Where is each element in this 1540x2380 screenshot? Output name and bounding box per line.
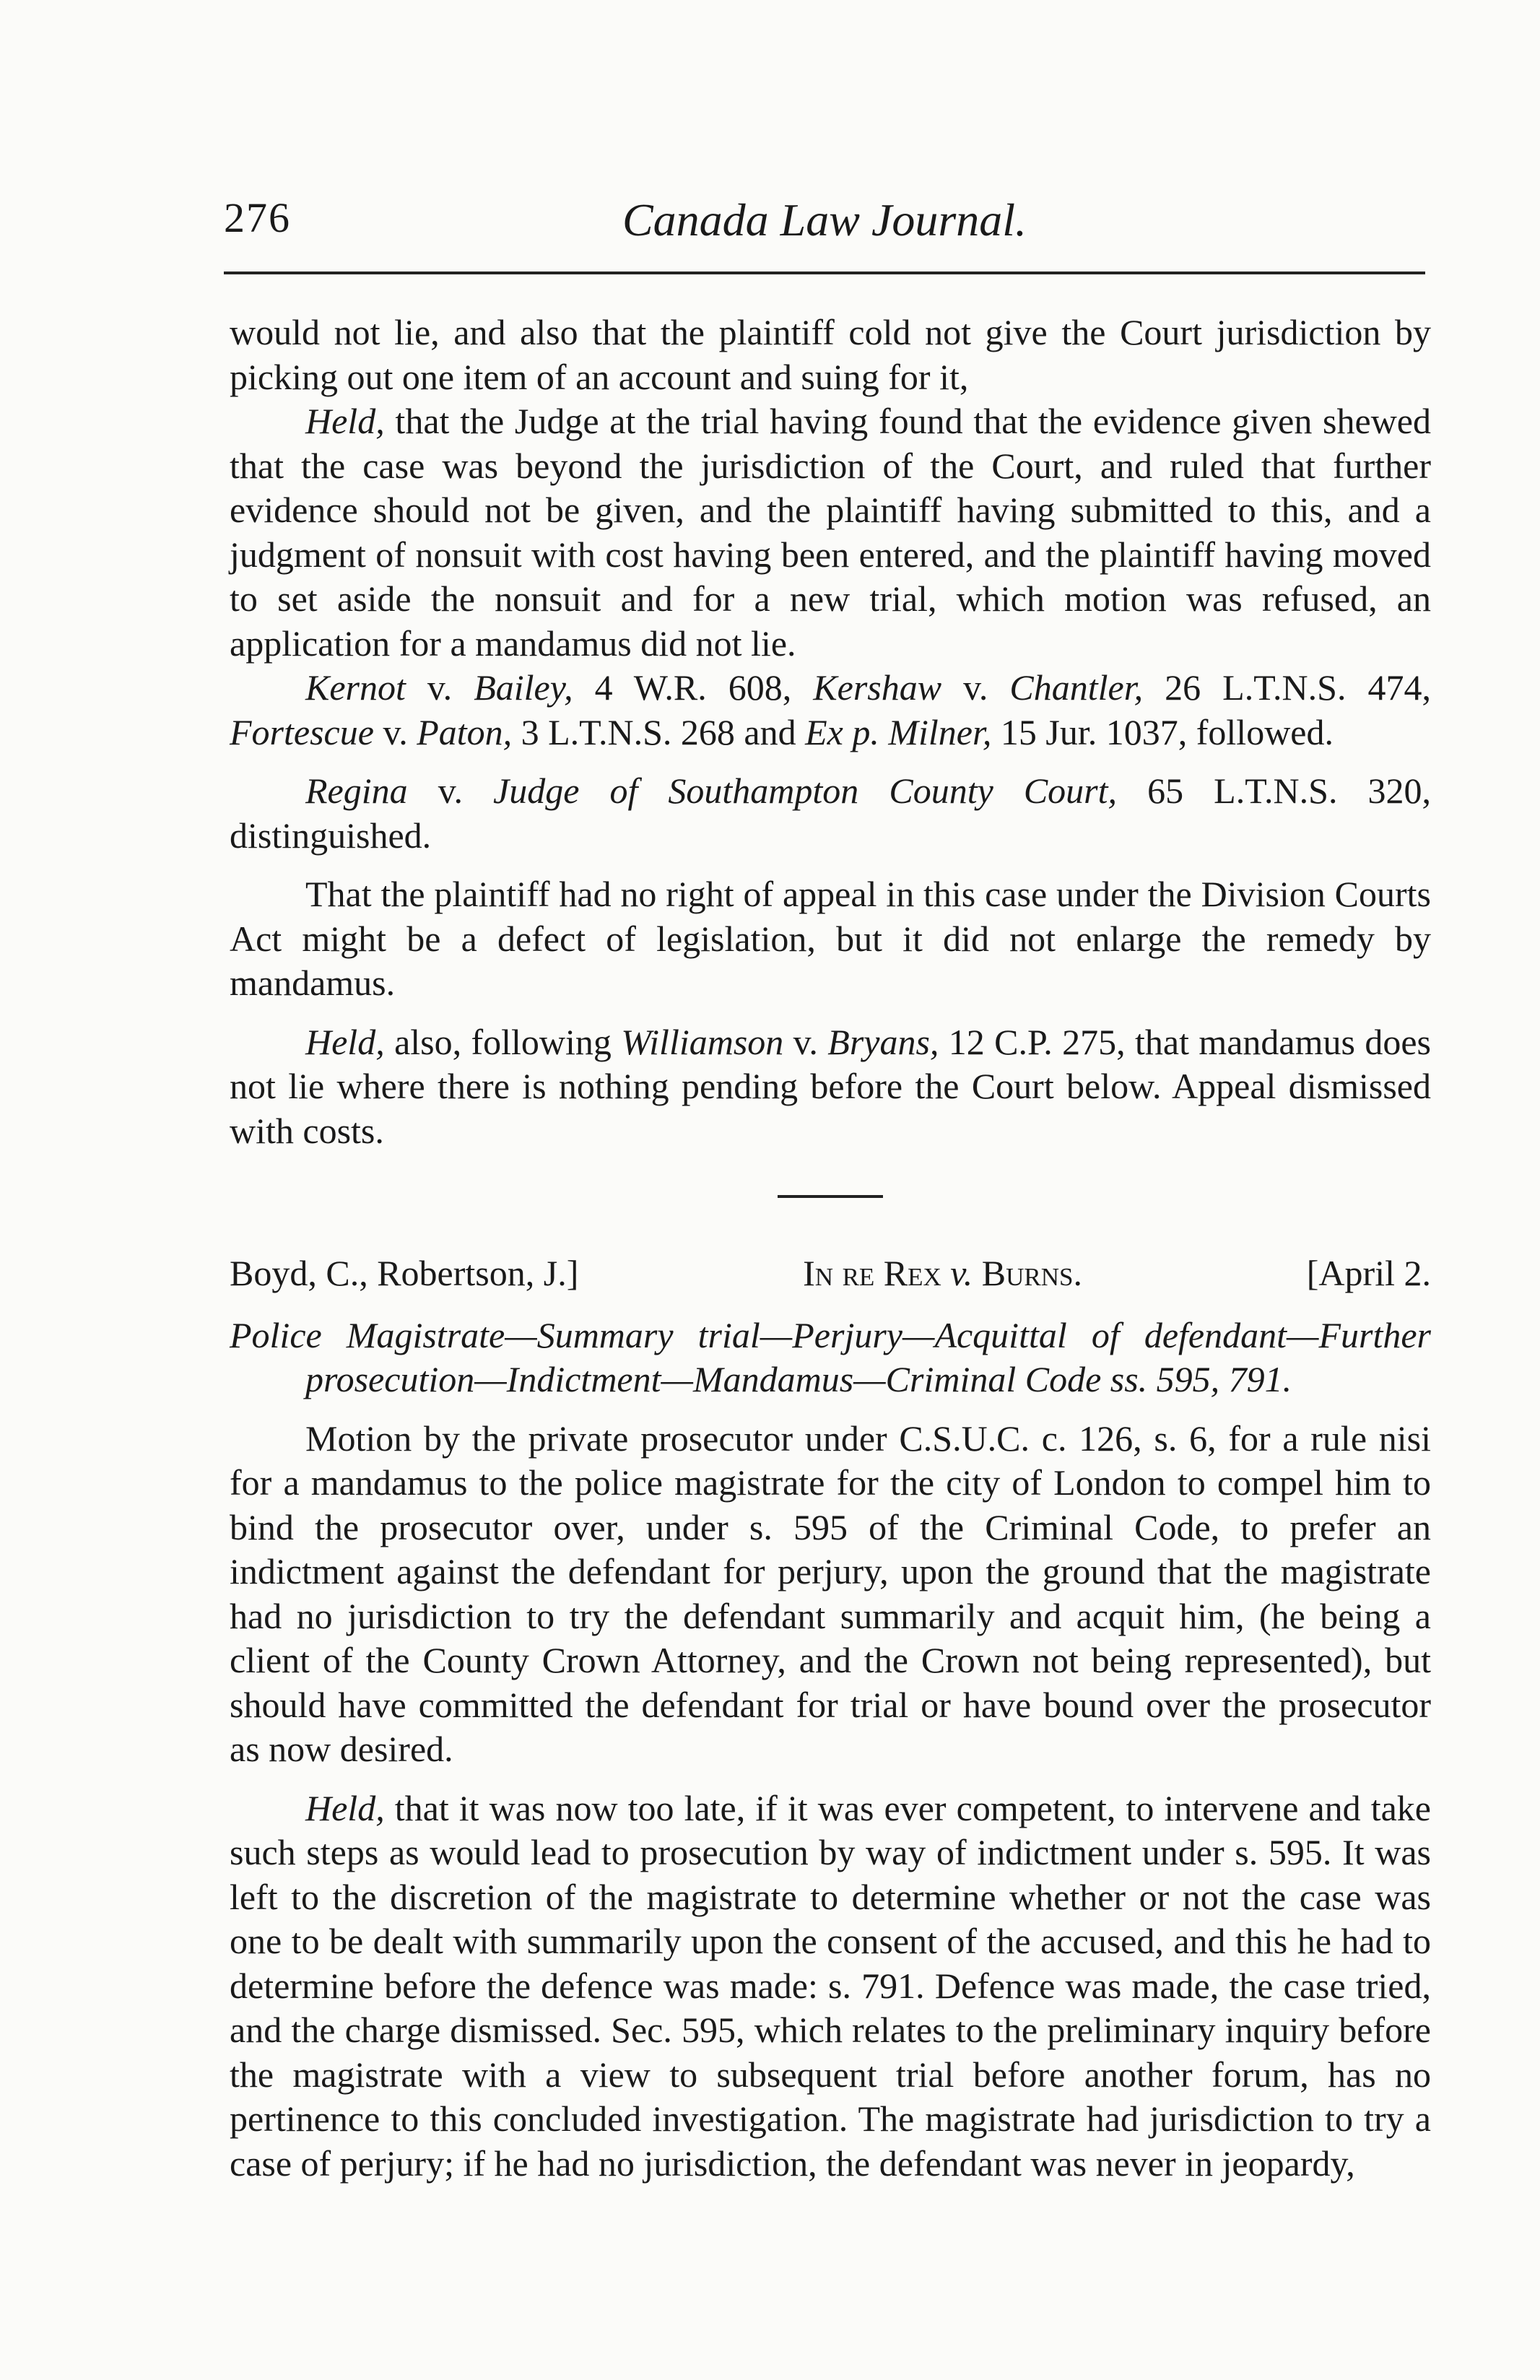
case-party: Williamson [621, 1021, 784, 1062]
versus: v. [941, 667, 1010, 708]
versus: v. [373, 711, 417, 752]
case-party: Bailey, [474, 667, 573, 708]
case-party: Chantler, [1009, 667, 1144, 708]
section-separator [778, 1195, 883, 1198]
case-title [803, 1251, 1082, 1296]
paragraph-citation-distinguished [230, 769, 1431, 858]
citation-reference: 26 L.T.N.S. 474, [1143, 667, 1431, 708]
page-header [224, 194, 1425, 266]
paragraph-text: 12 C.P. 275, that mandamus does not lie where there is nothing pending before the Court below. Appeal dismissed with costs. [230, 1021, 1431, 1151]
versus: v. [407, 770, 494, 811]
citation-reference: 3 L.T.N.S. 268 and [512, 711, 806, 752]
paragraph-held-2 [230, 1020, 1431, 1154]
case-party: Paton, [417, 711, 513, 752]
case-title-party: Burns. [981, 1253, 1082, 1293]
paragraph-motion [230, 1417, 1431, 1772]
case-caption [230, 1251, 1431, 1296]
paragraph-text: also, following [384, 1021, 622, 1062]
paragraph-text: That the plaintiff had no right of appeal in this case under the Division Courts Act might be a defect of legislation, but it did not enlarge the remedy by mandamus. [230, 874, 1431, 1003]
running-title: Canada Law Journal. [622, 194, 1027, 246]
page-number: 276 [224, 194, 291, 241]
paragraph-text: Motion by the private prosecutor under C.S.U.C. c. 126, s. 6, for a rule nisi for a mandamus to the police magistrate for the city of London to compel him to bind the prosecutor over, under s. 595 of the Criminal Code, to prefer an indictment against the defendant for perjury, upon the ground that the magistrate had no jurisdiction to try the defendant summarily and acquit him, (he being a client of the County Crown Attorney, and the Crown not being represented), but should have committed the defendant for trial or have bound over the prosecutor as now desired. [230, 1417, 1431, 1769]
paragraph-text: that it was now too late, if it was ever competent, to intervene and take such steps as would lead to prosecution by way of indictment under s. 595. It was left to the discretion of the magistrate to determine whether or not the case was one to be dealt with summarily upon the consent of the accused, and this he had to determine before the defence was made: s. 791. Defence was made, the case tried, and the charge dismissed. Sec. 595, which relates to the preliminary inquiry before the magistrate with a view to subsequent trial before another forum, has no pertinence to this concluded investigation. The magistrate had jurisdiction to try a case of perjury; if he had no jurisdiction, the defendant was never in jeopardy, [230, 1787, 1431, 2184]
case-party: Bryans, [827, 1021, 939, 1062]
case-party: Kershaw [813, 667, 942, 708]
case-party: Fortescue [230, 711, 374, 752]
versus: v. [783, 1021, 828, 1062]
judges: Boyd, C., Robertson, J.] [230, 1253, 579, 1293]
citation-reference: 65 L.T.N.S. 320, distinguished. [230, 770, 1431, 856]
paragraph-held-1 [230, 399, 1431, 666]
held-word: Held, [305, 401, 385, 441]
paragraph-held-3 [230, 1786, 1431, 2186]
held-word: Held, [305, 1021, 385, 1062]
paragraph-text: that the Judge at the trial having found that the evidence given shewed that the case was beyond the jurisdiction of the Court, and ruled that further evidence should not be given, and the plaintiff having submitted to this, and a judgment of nonsuit with cost having been entered, and the plaintiff having moved to set aside the nonsuit and for a new trial, which motion was refused, an application for a mandamus did not lie. [230, 401, 1431, 664]
headnote-text: Police Magistrate—Summary trial—Perjury—Acquittal of defendant—Further prosecution—Indictment—Mandamus—Criminal Code ss. 595, 791. [230, 1314, 1431, 1399]
versus: v. [405, 667, 474, 708]
case-title-party: In re Rex [803, 1253, 941, 1293]
citation-reference: 4 W.R. 608, [573, 667, 814, 708]
case-party: Judge of Southampton County Court, [493, 770, 1118, 811]
paragraph-citations-followed [230, 666, 1431, 755]
paragraph-appeal [230, 872, 1431, 1006]
headnote [230, 1313, 1431, 1402]
held-word: Held, [305, 1787, 385, 1828]
citation-reference: 15 Jur. 1037, followed. [991, 711, 1334, 752]
paragraph-continuation [230, 310, 1431, 399]
paragraph-text: would not lie, and also that the plaintiff cold not give the Court jurisdiction by picking out one item of an account and suing for it, [230, 312, 1431, 397]
decision-date: [April 2. [1306, 1253, 1431, 1293]
case-party: Regina [305, 770, 408, 811]
page-body [230, 310, 1431, 2186]
header-rule [224, 272, 1425, 274]
case-party: Ex p. Milner, [805, 711, 992, 752]
versus: v. [941, 1253, 982, 1293]
case-party: Kernot [305, 667, 406, 708]
